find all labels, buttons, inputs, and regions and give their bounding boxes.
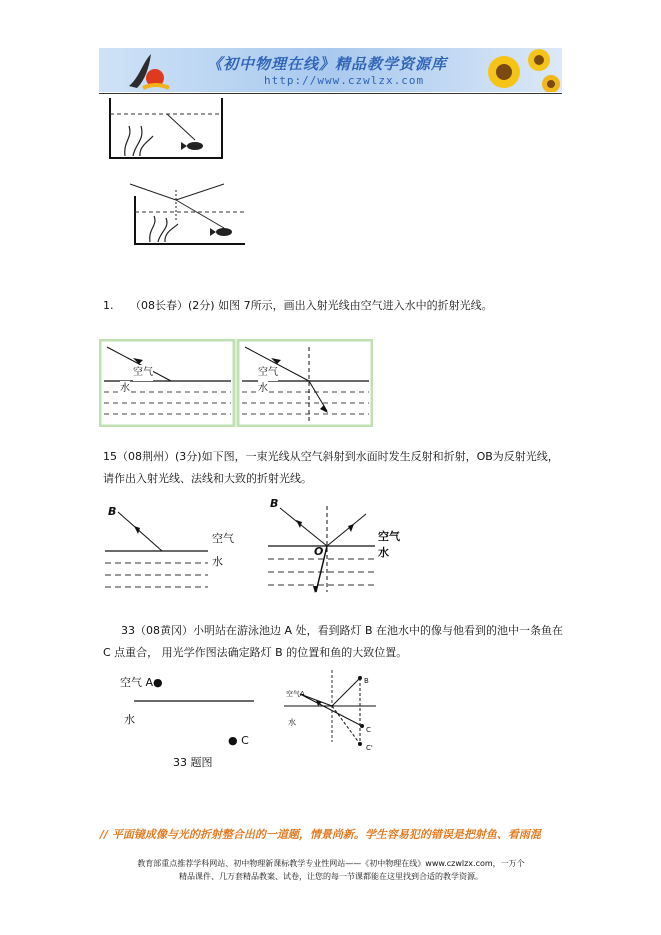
tank-figures xyxy=(105,96,245,246)
question-15-figure xyxy=(100,496,400,600)
question-1-number: 1. xyxy=(103,299,114,312)
footer-highlight: // 平面镜成像与光的折射整合出的一道题，情景尚新。学生容易犯的错误是把射鱼、看雨混 xyxy=(100,828,541,841)
q1-right-water-label: 水 xyxy=(258,381,268,397)
q33-right-air-label: 空气A xyxy=(286,690,305,698)
q1-left-air-label: 空气 xyxy=(133,365,153,381)
question-33-text: 33（08黄冈）小明站在游泳池边 A 处，看到路灯 B 在池水中的像与他看到的池中一条鱼在 C 点重合， 用光学作图法确定路灯 B 的位置和鱼的大致位置。 xyxy=(103,624,564,659)
q33-left-C-label: ● C xyxy=(228,734,249,747)
q33-left-airA-label: 空气 A● xyxy=(120,676,163,689)
q15-right-air-label: 空气 xyxy=(378,530,400,543)
q15-left-air-label: 空气 xyxy=(212,532,234,545)
q15-right-water-label: 水 xyxy=(378,546,389,559)
question-1-figure xyxy=(99,339,373,427)
q33-right-B-label: B xyxy=(364,677,369,685)
q15-right-B-label: B xyxy=(270,497,279,510)
q33-right-water-label: 水 xyxy=(288,718,296,727)
q15-left-B-label: B xyxy=(108,505,117,518)
q1-right-air-label: 空气 xyxy=(258,365,278,381)
q33-caption: 33 题图 xyxy=(173,756,213,769)
q33-right-C-label: C xyxy=(366,726,371,734)
q15-left-water-label: 水 xyxy=(212,555,223,568)
question-1-text: （08长春）(2分) 如图 7所示，画出入射光线由空气进入水中的折射光线。 xyxy=(130,299,493,312)
footer-line-2: 精品课件、几万套精品教案、试卷，让您的每一节课都能在这里找到合适的教学资源。 xyxy=(179,872,483,881)
q33-right-Cprime-label: C' xyxy=(366,744,373,752)
footer-line-1: 教育部重点推荐学科网站、初中物理新课标教学专业性网站——《初中物理在线》www.czwlzx.com，一万个 xyxy=(137,859,525,868)
q33-left-water-label: 水 xyxy=(124,713,135,726)
q1-left-water-label: 水 xyxy=(120,381,130,397)
question-15-text: 15（08荆州）(3分)如下图，一束光线从空气斜射到水面时发生反射和折射，OB为反射光线，请作出入射光线、法线和大致的折射光线。 xyxy=(103,450,559,485)
banner-url: http://www.czwlzx.com xyxy=(264,74,425,87)
banner-title: 《初中物理在线》精品教学资源库 xyxy=(207,55,448,73)
header-banner xyxy=(99,48,562,92)
tank-upper-figure xyxy=(110,98,222,158)
tank-lower-figure xyxy=(130,184,245,244)
header-rule xyxy=(99,93,562,94)
q15-right-O-label: O xyxy=(314,545,324,558)
